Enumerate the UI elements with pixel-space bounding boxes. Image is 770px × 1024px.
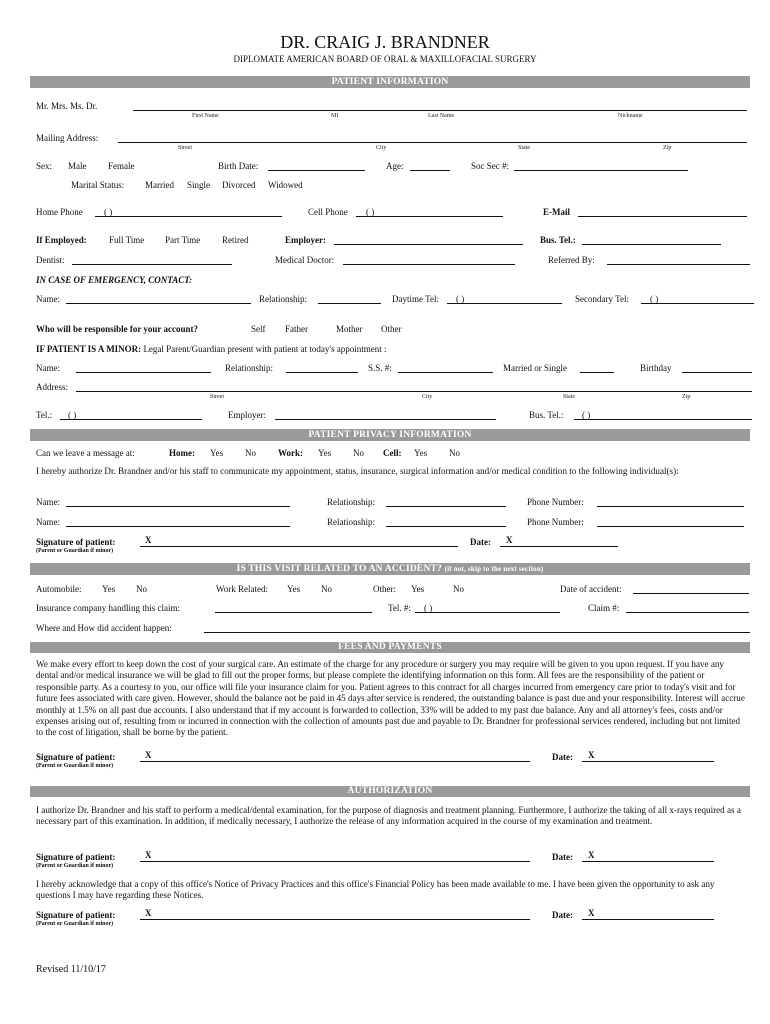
- last-name-label: Last Name: [428, 113, 455, 119]
- title-options: Mr. Mrs. Ms. Dr.: [36, 101, 98, 111]
- fees-signature-x: X: [145, 750, 152, 760]
- fees-policy-text: We make every effort to keep down the cost of your surgical care. An estimate of the charge for any procedure or surgery you may require will be given to you upon request. If you have any dental and/or medical insurance we will be glad to fill out the proper forms, but please complete the identifying information on this form. All fees are the responsibility of the patient or responsible party. As a courtesy to you, our office will file your insurance claim for you. Patient agrees to this contract for all charges incurred from emergency care prior to today's visit and for future fees associated with care given. However, should the balance not be paid in 45 days after service is rendered, the outstanding balance is past due and your responsibility. Interest will accrue monthly at 1.5% on all past due accounts. I also understand that if my account is forwarded to collection, 33% will be added to my past due balance. Any and all attorney's fees, costs and/or expenses arising out of, resulting from or incurred in connection with the collection of amounts past due and payable to Dr. Brandner for professional services rendered, including but not limited to the cost of litigation, shall be borne by the patient.: [36, 659, 745, 738]
- message-home-yes[interactable]: Yes: [210, 448, 224, 458]
- ack-date-field[interactable]: [582, 919, 714, 920]
- emergency-name-label: Name:: [36, 294, 60, 304]
- secondary-tel-label: Secondary Tel:: [575, 294, 629, 304]
- mailing-address-label: Mailing Address:: [36, 133, 99, 143]
- guardian-city-label: City: [422, 394, 433, 400]
- home-phone-area: ( ): [104, 207, 113, 217]
- guardian-zip-label: Zip: [682, 394, 691, 400]
- automobile-no[interactable]: No: [136, 584, 147, 594]
- minor-statement: IF PATIENT IS A MINOR: Legal Parent/Guardian present with patient at today's appointment :: [36, 344, 387, 354]
- section-patient-information: PATIENT INFORMATION: [30, 76, 750, 88]
- guardian-bus-tel-area: ( ): [582, 410, 591, 420]
- where-how-label: Where and How did accident happen:: [36, 623, 172, 633]
- claim-field[interactable]: [626, 612, 749, 613]
- guardian-bus-tel-field[interactable]: [574, 419, 752, 420]
- home-phone-field[interactable]: [95, 216, 282, 217]
- age-label: Age:: [386, 161, 404, 171]
- emergency-contact-heading: IN CASE OF EMERGENCY, CONTACT:: [36, 275, 193, 285]
- nickname-label: Nickname: [618, 113, 643, 119]
- guardian-employer-label: Employer:: [228, 410, 266, 420]
- privacy-name-2-field[interactable]: [66, 526, 290, 527]
- dentist-label: Dentist:: [36, 255, 65, 265]
- mi-label: MI: [331, 113, 339, 119]
- section-accident: IS THIS VISIT RELATED TO AN ACCIDENT? (if not, skip to the next section): [30, 563, 750, 575]
- message-cell-no[interactable]: No: [449, 448, 460, 458]
- fees-signature-sublabel: (Parent or Guardian if minor): [36, 763, 114, 769]
- other-accident-yes[interactable]: Yes: [411, 584, 425, 594]
- privacy-relationship-2-label: Relationship:: [327, 517, 375, 527]
- privacy-phone-1-label: Phone Number:: [527, 497, 584, 507]
- responsible-mother-option[interactable]: Mother: [336, 324, 363, 334]
- authorization-text: I authorize Dr. Brandner and his staff to perform a medical/dental examination, for the purpose of diagnosis and treatment planning. Furthermore, I authorize the taking of all x-rays required as a necessary part of this examination. In addition, if medically necessary, I authorize the release of any information acquired in the course of my examination and treatment.: [36, 805, 741, 827]
- guardian-name-field[interactable]: [76, 372, 211, 373]
- retired-option[interactable]: Retired: [222, 235, 249, 245]
- ack-signature-sublabel: (Parent or Guardian if minor): [36, 921, 114, 927]
- dentist-field[interactable]: [72, 264, 232, 265]
- ack-date-label: Date:: [552, 910, 573, 920]
- full-name-field[interactable]: [133, 110, 747, 111]
- message-cell-label: Cell:: [383, 448, 402, 458]
- privacy-relationship-1-field[interactable]: [386, 506, 506, 507]
- sex-female-option[interactable]: Female: [108, 161, 135, 171]
- auth-date-x: X: [588, 850, 595, 860]
- home-phone-label: Home Phone: [36, 207, 83, 217]
- birth-date-field[interactable]: [268, 170, 365, 171]
- ack-signature-field[interactable]: [140, 919, 530, 920]
- insurance-company-label: Insurance company handling this claim:: [36, 603, 180, 613]
- where-how-field[interactable]: [204, 632, 750, 633]
- auth-date-field[interactable]: [582, 861, 714, 862]
- marital-married-option[interactable]: Married: [145, 180, 174, 190]
- zip-label: Zip: [663, 145, 672, 151]
- daytime-tel-area: ( ): [456, 294, 465, 304]
- guardian-relationship-label: Relationship:: [225, 363, 273, 373]
- message-work-yes[interactable]: Yes: [318, 448, 332, 458]
- birth-date-label: Birth Date:: [218, 161, 259, 171]
- guardian-address-label: Address:: [36, 382, 68, 392]
- email-label: E-Mail: [543, 207, 570, 217]
- fees-date-field[interactable]: [582, 761, 714, 762]
- ack-signature-x: X: [145, 908, 152, 918]
- full-time-option[interactable]: Full Time: [109, 235, 145, 245]
- privacy-signature-label: Signature of patient:: [36, 537, 116, 547]
- responsible-self-option[interactable]: Self: [251, 324, 266, 334]
- fees-date-label: Date:: [552, 752, 573, 762]
- state-label: State: [518, 145, 530, 151]
- emergency-name-field[interactable]: [66, 303, 251, 304]
- privacy-date-label: Date:: [470, 537, 491, 547]
- fees-signature-label: Signature of patient:: [36, 752, 116, 762]
- ack-date-x: X: [588, 908, 595, 918]
- revision-date: Revised 11/10/17: [36, 964, 106, 975]
- secondary-tel-field[interactable]: [641, 303, 754, 304]
- date-of-accident-field[interactable]: [633, 593, 749, 594]
- guardian-street-label: Street: [210, 394, 224, 400]
- emergency-relationship-label: Relationship:: [259, 294, 307, 304]
- guardian-employer-field[interactable]: [275, 419, 496, 420]
- privacy-date-field[interactable]: [500, 546, 618, 547]
- responsible-father-option[interactable]: Father: [285, 324, 308, 334]
- referred-by-field[interactable]: [607, 264, 750, 265]
- marital-single-option[interactable]: Single: [187, 180, 211, 190]
- date-of-accident-label: Date of accident:: [560, 584, 622, 594]
- responsible-question: Who will be responsible for your account?: [36, 324, 199, 334]
- privacy-name-1-label: Name:: [36, 497, 60, 507]
- insurance-tel-field[interactable]: [415, 612, 560, 613]
- marital-widowed-option[interactable]: Widowed: [268, 180, 303, 190]
- city-label: City: [376, 145, 387, 151]
- guardian-tel-label: Tel.:: [36, 410, 53, 420]
- part-time-option[interactable]: Part Time: [165, 235, 201, 245]
- sex-male-option[interactable]: Male: [68, 161, 87, 171]
- marital-divorced-option[interactable]: Divorced: [222, 180, 256, 190]
- guardian-bus-tel-label: Bus. Tel.:: [529, 410, 564, 420]
- married-or-single-label: Married or Single: [503, 363, 567, 373]
- guardian-birthday-label: Birthday: [640, 363, 672, 373]
- other-accident-no[interactable]: No: [453, 584, 464, 594]
- fees-date-x: X: [588, 750, 595, 760]
- email-field[interactable]: [578, 216, 747, 217]
- message-cell-yes[interactable]: Yes: [414, 448, 428, 458]
- automobile-label: Automobile:: [36, 584, 82, 594]
- page-title: DR. CRAIG J. BRANDNER: [280, 32, 490, 52]
- auth-signature-field[interactable]: [140, 861, 530, 862]
- employer-field[interactable]: [334, 244, 523, 245]
- auth-signature-x: X: [145, 850, 152, 860]
- privacy-phone-2-field[interactable]: [597, 526, 744, 527]
- mailing-address-field[interactable]: [118, 142, 747, 143]
- fees-signature-field[interactable]: [140, 761, 530, 762]
- section-authorization: AUTHORIZATION: [30, 786, 750, 797]
- bus-tel-label: Bus. Tel.:: [540, 235, 576, 245]
- daytime-tel-label: Daytime Tel:: [392, 294, 439, 304]
- privacy-phone-2-label: Phone Number:: [527, 517, 584, 527]
- soc-sec-label: Soc Sec #:: [471, 161, 509, 171]
- guardian-state-label: State: [563, 394, 575, 400]
- auth-date-label: Date:: [552, 852, 573, 862]
- auth-signature-sublabel: (Parent or Guardian if minor): [36, 863, 114, 869]
- medical-doctor-field[interactable]: [343, 264, 515, 265]
- daytime-tel-field[interactable]: [447, 303, 562, 304]
- automobile-yes[interactable]: Yes: [102, 584, 116, 594]
- privacy-relationship-2-field[interactable]: [386, 526, 506, 527]
- guardian-tel-area: ( ): [68, 410, 77, 420]
- privacy-phone-1-field[interactable]: [597, 506, 744, 507]
- married-or-single-field[interactable]: [580, 372, 614, 373]
- privacy-name-1-field[interactable]: [66, 506, 290, 507]
- privacy-signature-field[interactable]: [140, 546, 458, 547]
- message-home-label: Home:: [169, 448, 195, 458]
- message-work-label: Work:: [278, 448, 304, 458]
- auth-signature-label: Signature of patient:: [36, 852, 116, 862]
- bus-tel-field[interactable]: [582, 244, 721, 245]
- cell-phone-label: Cell Phone: [308, 207, 348, 217]
- insurance-company-field[interactable]: [215, 612, 372, 613]
- employer-label: Employer:: [285, 235, 326, 245]
- guardian-relationship-field[interactable]: [286, 372, 358, 373]
- if-employed-label: If Employed:: [36, 235, 87, 245]
- guardian-ss-label: S.S. #:: [368, 363, 392, 373]
- work-related-yes[interactable]: Yes: [287, 584, 301, 594]
- section-patient-privacy: PATIENT PRIVACY INFORMATION: [30, 429, 750, 441]
- marital-status-label: Marital Status:: [71, 180, 125, 190]
- work-related-label: Work Related:: [216, 584, 269, 594]
- cell-phone-field[interactable]: [356, 216, 503, 217]
- leave-message-question: Can we leave a message at:: [36, 448, 135, 458]
- privacy-authorization-text: I hereby authorize Dr. Brandner and/or his staff to communicate my appointment, status, insurance, surgical information and/or medical condition to the following individual(s):: [36, 466, 679, 476]
- other-accident-label: Other:: [373, 584, 396, 594]
- street-label: Street: [178, 145, 192, 151]
- insurance-tel-label: Tel. #:: [388, 603, 411, 613]
- message-work-no[interactable]: No: [353, 448, 364, 458]
- guardian-name-label: Name:: [36, 363, 60, 373]
- message-home-no[interactable]: No: [245, 448, 256, 458]
- cell-phone-area: ( ): [366, 207, 375, 217]
- privacy-relationship-1-label: Relationship:: [327, 497, 375, 507]
- privacy-date-x: X: [506, 535, 513, 545]
- first-name-label: First Name: [192, 113, 219, 119]
- medical-doctor-label: Medical Doctor:: [275, 255, 335, 265]
- guardian-birthday-field[interactable]: [682, 372, 752, 373]
- soc-sec-field[interactable]: [514, 170, 688, 171]
- secondary-tel-area: ( ): [650, 294, 659, 304]
- sex-label: Sex:: [36, 161, 53, 171]
- ack-signature-label: Signature of patient:: [36, 910, 116, 920]
- claim-label: Claim #:: [588, 603, 620, 613]
- privacy-signature-sublabel: (Parent or Guardian if minor): [36, 548, 114, 554]
- responsible-other-option[interactable]: Other: [381, 324, 402, 334]
- age-field[interactable]: [410, 170, 450, 171]
- acknowledgement-text: I hereby acknowledge that a copy of this office's Notice of Privacy Practices and this office's Financial Policy has been made available to me. I have been given the opportunity to ask any questions I may have regarding these Notices.: [36, 879, 715, 901]
- privacy-name-2-label: Name:: [36, 517, 60, 527]
- guardian-address-field[interactable]: [76, 391, 752, 392]
- work-related-no[interactable]: No: [321, 584, 332, 594]
- guardian-tel-field[interactable]: [60, 419, 202, 420]
- insurance-tel-area: ( ): [424, 603, 433, 613]
- privacy-signature-x: X: [145, 535, 152, 545]
- guardian-ss-field[interactable]: [398, 372, 493, 373]
- page-subtitle: DIPLOMATE AMERICAN BOARD OF ORAL & MAXILLOFACIAL SURGERY: [233, 54, 537, 64]
- section-fees-and-payments: FEES AND PAYMENTS: [30, 642, 750, 653]
- emergency-relationship-field[interactable]: [318, 303, 381, 304]
- referred-by-label: Referred By:: [548, 255, 595, 265]
